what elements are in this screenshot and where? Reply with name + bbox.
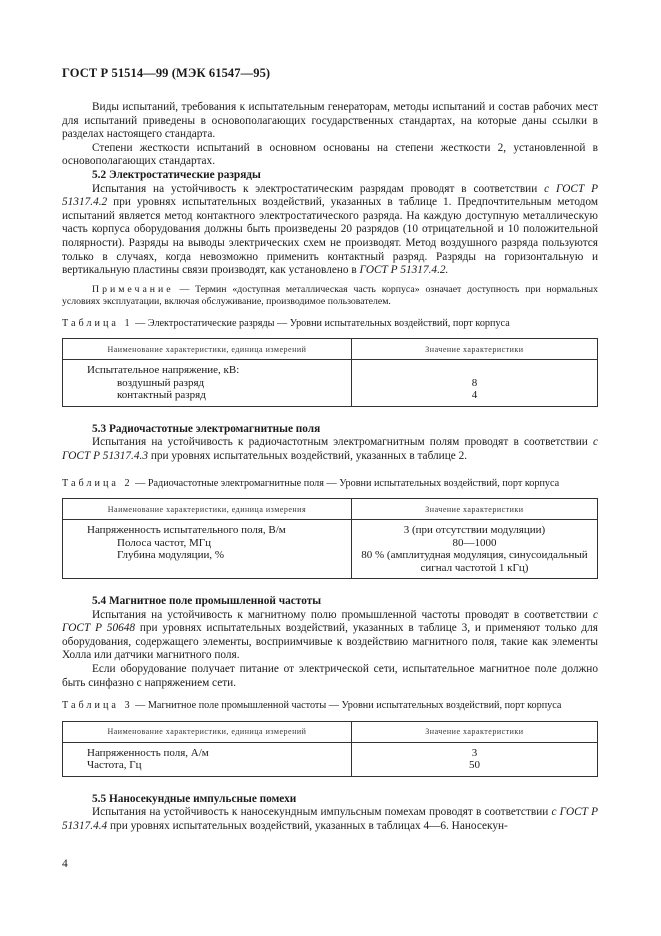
column-header: Наименование характеристики, единица измерений: [63, 721, 352, 742]
cell-value: 80 % (амплитудная модуляция, синусоидальный: [361, 549, 588, 561]
section-5-4-title: 5.4 Магнитное поле промышленной частоты: [92, 595, 322, 607]
table-row: [63, 520, 598, 579]
table-row: [63, 360, 598, 407]
note: [62, 284, 598, 308]
table-2: [62, 498, 598, 579]
section-5-4-text: [62, 609, 598, 663]
document-header: ГОСТ Р 51514—99 (МЭК 61547—95): [62, 66, 271, 80]
standard-reference: с ГОСТ Р 51317.4.4: [62, 806, 598, 832]
text-part: при уровнях испытательных воздействий, указанных в таблицах 4—6. Наносекун-: [107, 819, 508, 832]
cell-value: 8: [471, 376, 478, 389]
column-header: Наименование характеристики, единица измерений: [63, 339, 352, 360]
row-label: Испытательное напряжение, кВ:: [87, 364, 240, 377]
table-label: Таблица 1: [62, 317, 133, 329]
standard-reference: с ГОСТ Р 51317.4.3: [62, 436, 598, 462]
section-5-2-title: 5.2 Электростатические разряды: [92, 168, 261, 181]
row-label: Напряженность поля, А/м: [87, 746, 209, 759]
table-header-row: [63, 339, 598, 360]
row-label: Напряженность испытательного поля, В/м: [87, 524, 286, 536]
section-5-2-text: [62, 183, 598, 278]
section-5-3-title: 5.3 Радиочастотные электромагнитные поля: [92, 422, 321, 435]
intro-paragraph-2: Степени жесткости испытаний в основном основаны на степени жесткости 2, установленной в основополагающих стандартах.: [62, 141, 598, 168]
table-cell: [351, 520, 597, 579]
standard-reference: с ГОСТ Р 51317.4.2: [62, 182, 598, 209]
table-row: [63, 742, 598, 776]
table-cell: [351, 742, 597, 776]
note-label: Примечание: [92, 283, 174, 295]
section-5-4-paragraph-2: Если оборудование получает питание от электрической сети, испытательное магнитное поле должно быть синфазно с напряжением сети.: [62, 662, 598, 689]
table-cell: [63, 742, 352, 776]
text-part: Испытания на устойчивость к магнитному полю промышленной частоты проводят в соответствии: [92, 608, 593, 621]
cell-value: 3: [471, 746, 478, 759]
text-part: Испытания на устойчивость к электростатическим разрядам проводят в соответствии: [92, 182, 545, 195]
table-caption-text: — Электростатические разряды — Уровни испытательных воздействий, порт корпуса: [132, 317, 510, 329]
text-part: при уровнях испытательных воздействий, указанных в таблице 1. Предпочтительным методом испытаний является метод контактного электростатического разряда. На каждую доступную металлическую часть корпуса оборудования должны быть произведены 20 разрядов (10 отрицательной и 10 положительной полярности). Разряды на выводы электрических схем не производят. Метод воздушного разряда пользуются только в случаях, когда невозможно применить контактный разряд. Разряды на горизонтальную и вертикальную пластины связи производят, как установлено в: [62, 196, 598, 277]
page-number: 4: [62, 858, 68, 870]
cell-value: сигнал частотой 1 кГц): [420, 561, 529, 574]
table-3: [62, 721, 598, 777]
row-label: Глубина модуляции, %: [117, 549, 225, 561]
document-page: [62, 66, 598, 833]
cell-value: 4: [471, 389, 478, 402]
table-2-caption: [62, 478, 598, 491]
column-header: Значение характеристики: [351, 499, 597, 520]
table-3-caption: [62, 700, 598, 713]
table-cell: [63, 360, 352, 407]
standard-reference: ГОСТ Р 51317.4.2.: [359, 264, 449, 277]
table-cell: [351, 360, 597, 407]
intro-paragraph-1: Виды испытаний, требования к испытательным генераторам, методы испытаний и состав рабочих мест для испытаний приведены в основополагающих государственных стандартах, на которые даны ссылки в разделах настоящего стандарта.: [62, 101, 598, 141]
table-1: [62, 338, 598, 407]
text-part: Испытания на устойчивость к наносекундным импульсным помехам проводят в соответствии: [92, 806, 552, 819]
section-5-3-text: [62, 436, 598, 463]
text-part: Испытания на устойчивость к радиочастотным электромагнитным полям проводят в соответствии: [92, 436, 593, 449]
table-label: Таблица 2: [62, 477, 133, 489]
row-label: контактный разряд: [117, 389, 206, 402]
cell-value: 50: [468, 759, 480, 772]
table-1-caption: [62, 318, 598, 331]
table-header-row: [63, 721, 598, 742]
row-label: воздушный разряд: [117, 376, 205, 389]
column-header: Значение характеристики: [351, 721, 597, 742]
table-caption-text: — Магнитное поле промышленной частоты — Уровни испытательных воздействий, порт корпуса: [132, 700, 562, 712]
section-5-5-text: [62, 806, 598, 833]
table-caption-text: — Радиочастотные электромагнитные поля — Уровни испытательных воздействий, порт корпуса: [132, 477, 560, 489]
text-part: при уровнях испытательных воздействий, указанных в таблице 2.: [148, 449, 468, 462]
table-cell: [63, 520, 352, 579]
row-label: Частота, Гц: [87, 759, 142, 772]
note-text: — Термин «доступная металлическая часть корпуса» означает доступность при нормальных условиях эксплуатации, включая обслуживание, производимое пользователем.: [62, 283, 598, 307]
table-header-row: [63, 499, 598, 520]
cell-value: 80—1000: [452, 536, 497, 549]
row-label: Полоса частот, МГц: [117, 536, 212, 549]
section-5-5-title: 5.5 Наносекундные импульсные помехи: [92, 792, 297, 805]
column-header: Наименование характеристики, единица измерения: [63, 499, 352, 520]
standard-reference: с ГОСТ Р 50648: [62, 608, 598, 635]
table-label: Таблица 3: [62, 700, 133, 712]
text-part: при уровнях испытательных воздействий, указанных в таблице 3, и применяют только для оборудования, содержащего элементы, восприимчивые к воздействию магнитного поля, такие как элементы Холла или датчики магнитного поля.: [62, 622, 598, 662]
cell-value: 3 (при отсутствии модуляции): [403, 524, 546, 536]
column-header: Значение характеристики: [351, 339, 597, 360]
